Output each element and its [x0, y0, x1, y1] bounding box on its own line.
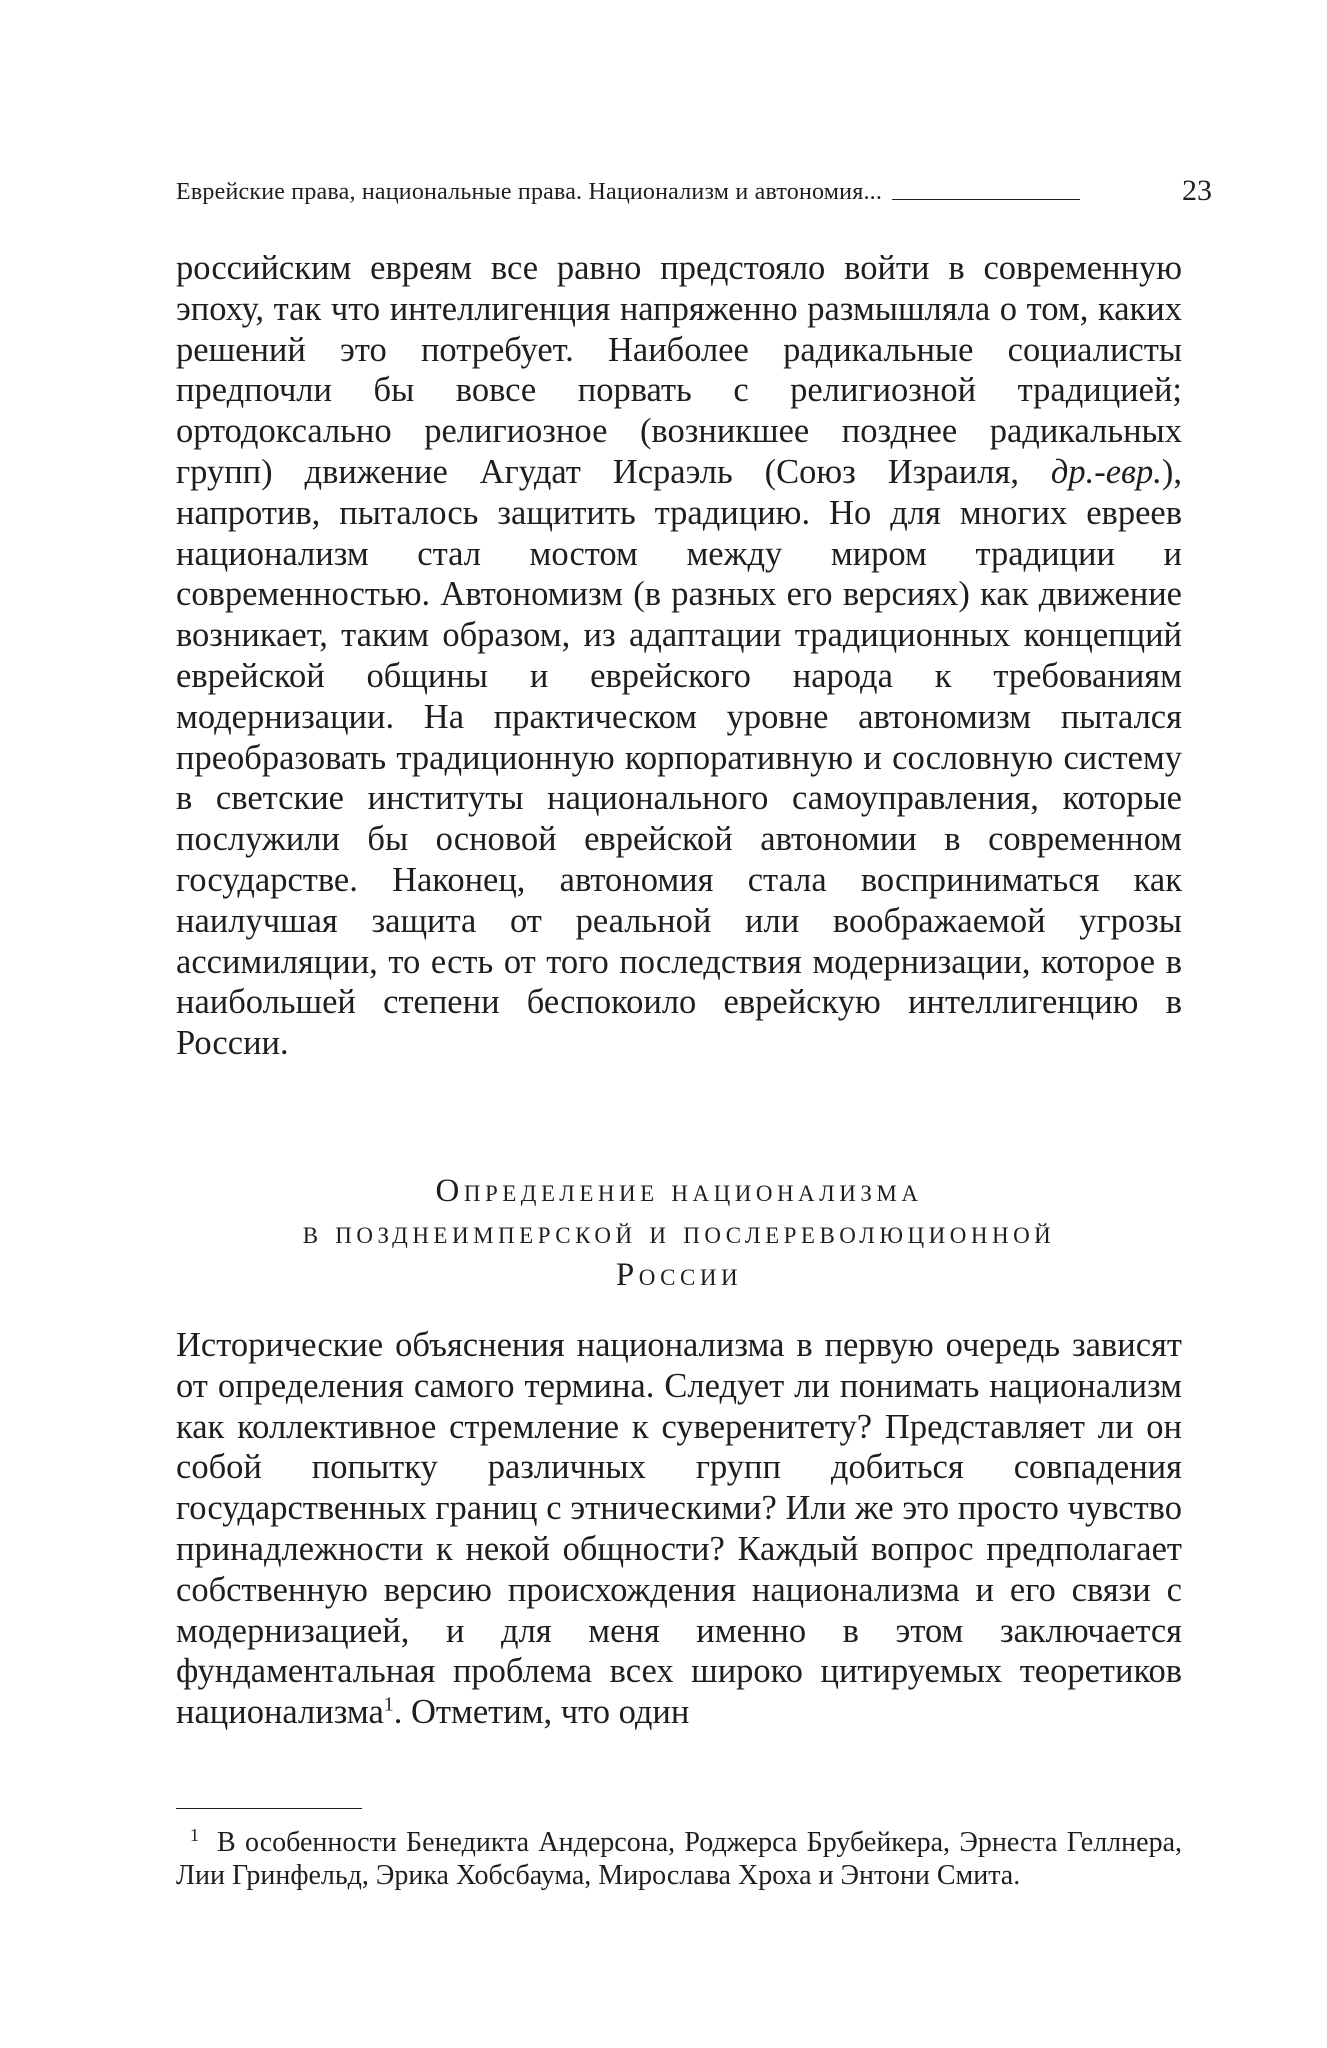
footnote-text: В особенности Бенедикта Андерсона, Роджерса Брубейкера, Эрнеста Геллнера, Лии Гринфельд, Эрика Хобсбаума, Мирослава Хроха и Энтони Смита. [176, 1827, 1182, 1891]
paragraph-text [176, 248, 1182, 1064]
section-heading-line-2: в позднеимперской и послереволюционной [302, 1215, 1056, 1251]
body-paragraph-2 [176, 1325, 1182, 1733]
footnote [176, 1826, 1182, 1892]
page-number: 23 [1182, 174, 1212, 207]
paragraph-text-part: российским евреям все равно предстояло войти в современную эпоху, так что интеллигенция напряженно размышляла о том, каких решений это потребует. Наиболее радикальные социалисты предпочли бы вовсе порвать с религиозной традицией; ортодоксально религиозное (возникшее позднее радикальных групп) движение Агудат Исраэль (Союз Израиля, [176, 249, 1182, 491]
footnote-reference: 1 [383, 1693, 394, 1716]
paragraph-text-part: ), напротив, пыталось защитить традицию. Но для многих евреев национализм стал мостом между миром традиции и современностью. Автономизм (в разных его версиях) как движение возникает, таким образом, из адаптации традиционных концепций еврейской общины и еврейского народа к требованиям модернизации. На практическом уровне автономизм пытался преобразовать традиционную корпоративную и сословную систему в светские институты национального самоуправления, которые послужили бы основой еврейской автономии в современном государстве. Наконец, автономия стала восприниматься как наилучшая защита от реальной или воображаемой угрозы ассимиляции, то есть от того последствия модернизации, которое в наибольшей степени беспокоило еврейскую интеллигенцию в России. [176, 452, 1182, 1063]
running-header-rule [892, 199, 1080, 200]
section-heading [176, 1170, 1182, 1296]
italic-abbreviation: др.-евр. [1050, 452, 1162, 491]
paragraph-text-part: . Отметим, что один [393, 1693, 690, 1732]
body-paragraph-1 [176, 248, 1182, 1064]
paragraph-text [176, 1325, 1182, 1733]
footnote-separator [176, 1808, 362, 1809]
section-heading-line-1: Определение национализма [435, 1173, 923, 1209]
section-heading-line-3: России [615, 1257, 743, 1293]
footnote-mark: 1 [190, 1824, 199, 1845]
paragraph-text-part: Исторические объяснения национализма в первую очередь зависят от определения самого термина. Следует ли понимать национализм как коллективное стремление к суверенитету? Представляет ли он собой попытку различных групп добиться совпадения государственных границ с этническими? Или же это просто чувство принадлежности к некой общности? Каждый вопрос предполагает собственную версию происхождения национализма и его связи с модернизацией, и для меня именно в этом заключается фундаментальная проблема всех широко цитируемых теоретиков национализма [176, 1326, 1182, 1732]
running-header [176, 166, 1212, 206]
running-header-title: Еврейские права, национальные права. Национализм и автономия... [176, 179, 883, 205]
